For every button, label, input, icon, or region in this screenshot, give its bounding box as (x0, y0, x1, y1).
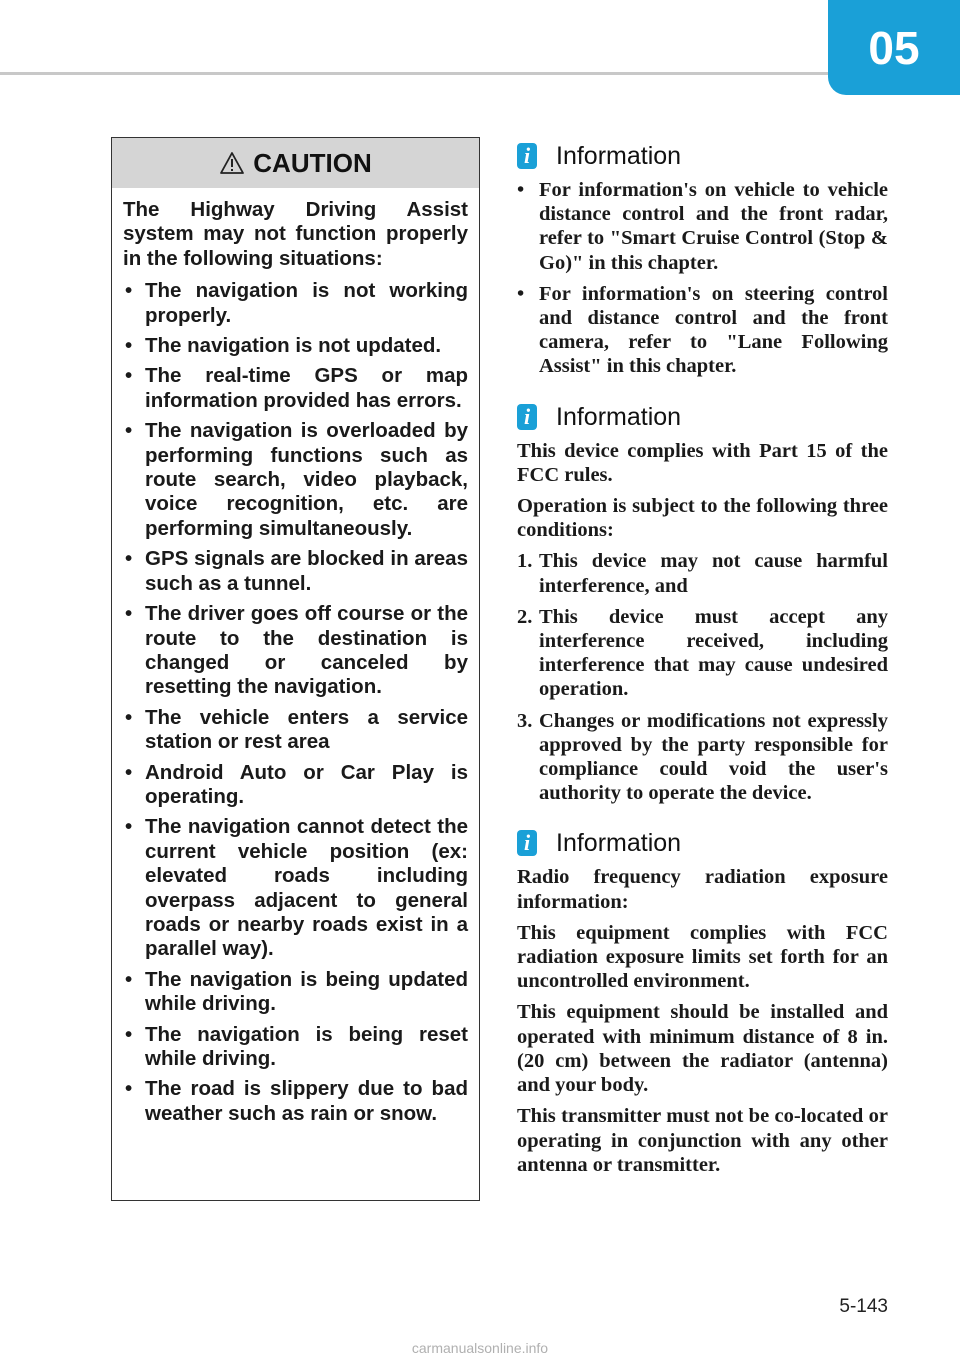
info-section-rf (517, 827, 888, 1176)
paragraph: This equipment complies with FCC radiation exposure limits set forth for an uncontrolled environment. (517, 921, 888, 993)
list-item: • For information's on vehicle to vehicle distance control and the front radar, refer to "Smart Cruise Control (Stop & Go)" in this chapter. (517, 179, 888, 274)
info-title: Information (556, 402, 682, 431)
info-title: Information (556, 829, 682, 858)
caution-header (112, 138, 479, 188)
paragraph: This equipment should be installed and operated with minimum distance of 8 in. (20 cm) between the radiator (antenna) and your body. (517, 1001, 888, 1097)
info-section-fcc (517, 401, 888, 806)
info-section-radar (517, 140, 888, 379)
list-item: • GPS signals are blocked in areas such as a tunnel. (125, 547, 468, 595)
info-icon: i (517, 143, 537, 169)
paragraph: This device complies with Part 15 of the FCC rules. (517, 439, 888, 486)
paragraph: This transmitter must not be co-located or operating in conjunction with any other antenna or transmitter. (517, 1105, 888, 1176)
list-item: • The real-time GPS or map information provided has errors. (125, 364, 468, 412)
list-item: • Android Auto or Car Play is operating. (125, 760, 468, 808)
caution-box (111, 137, 480, 1201)
numbered-item: 3. Changes or modifications not expressly approved by the party responsible for compliance could void the user's authority to operate the device. (517, 709, 888, 805)
page-number: 5-143 (839, 1296, 888, 1317)
list-item: • The driver goes off course or the route to the destination is changed or canceled by resetting the navigation. (125, 602, 468, 699)
list-item: • The navigation is being updated while driving. (125, 967, 468, 1016)
list-item: • The navigation is not updated. (125, 334, 442, 358)
list-item: • The navigation cannot detect the current vehicle position (ex: elevated roads including overpass adjacent to general roads or nearby roads exist in a parallel way). (125, 815, 468, 961)
caution-list (123, 279, 468, 1126)
paragraph: Radio frequency radiation exposure information: (517, 866, 888, 913)
list-item: • For information's on steering control and distance control and the front camera, refer to "Lane Following Assist" in this chapter. (517, 282, 888, 378)
header-rule (0, 72, 828, 75)
info-icon: i (517, 404, 537, 430)
numbered-item: 2. This device must accept any interference received, including interference that may cause undesired operation. (517, 605, 888, 701)
warning-triangle-icon (219, 151, 245, 175)
caution-title: CAUTION (253, 147, 372, 178)
list-item: • The road is slippery due to bad weather such as rain or snow. (125, 1077, 468, 1125)
list-item: • The navigation is not working properly. (125, 279, 468, 327)
watermark: carmanualsonline.info (411, 1340, 549, 1356)
info-title: Information (556, 141, 682, 170)
info-icon: i (517, 830, 537, 856)
list-item: • The vehicle enters a service station or rest area (125, 705, 468, 754)
list-item: • The navigation is overloaded by performing functions such as route search, video playback, voice recognition, etc. are performing simultaneously. (125, 419, 468, 540)
right-column (517, 140, 888, 1199)
caution-intro: The Highway Driving Assist system may not function properly in the following situations: (123, 198, 468, 270)
numbered-item: 1. This device may not cause harmful interference, and (517, 550, 888, 597)
chapter-tab: 05 (828, 0, 960, 95)
list-item: • The navigation is being reset while driving. (125, 1022, 468, 1070)
paragraph: Operation is subject to the following three conditions: (517, 495, 888, 542)
